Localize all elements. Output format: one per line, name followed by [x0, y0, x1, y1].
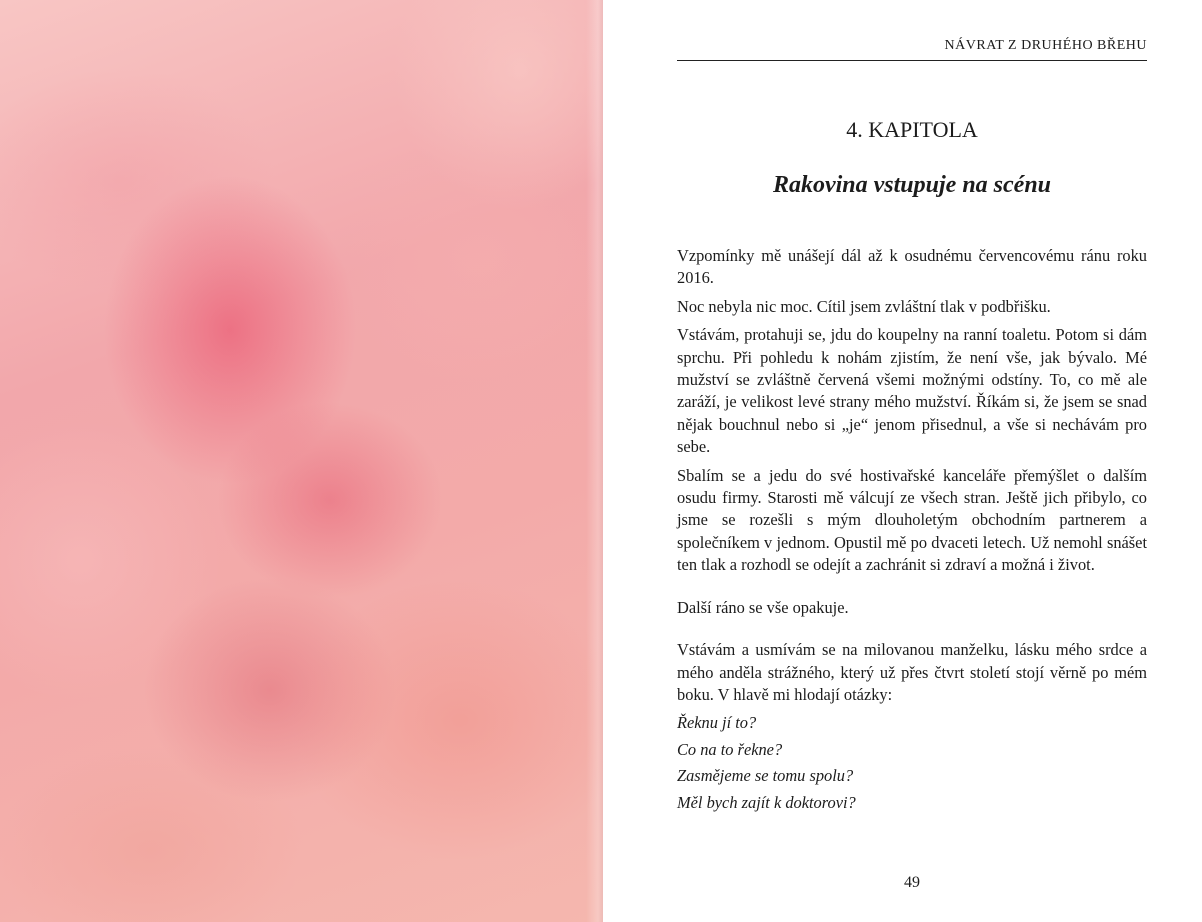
chapter-title: Rakovina vstupuje na scénu: [772, 172, 1052, 198]
page-number: 49: [904, 874, 920, 891]
question-line: Řeknu jí to?: [677, 713, 757, 733]
paragraph: Noc nebyla nic moc. Cítil jsem zvláštní tlak v podbřišku.: [677, 296, 1051, 316]
question-line: Co na to řekne?: [677, 739, 783, 759]
text-page: [603, 0, 1202, 922]
body-text: [677, 245, 1147, 818]
paragraph: Další ráno se vše opakuje.: [677, 597, 849, 617]
chapter-number: 4. KAPITOLA: [846, 117, 978, 142]
question-line: Zasmějeme se tomu spolu?: [677, 766, 854, 786]
paragraph: Vstávám a usmívám se na milovanou manželku, lásku mého srdce a mého anděla strážného, který už přes čtvrt století stojí věrně po mém boku. V hlavě mi hlodají otázky:: [677, 640, 1147, 704]
paragraph: Vstávám, protahuji se, jdu do koupelny na ranní toaletu. Potom si dám sprchu. Při pohledu k nohám zjistím, že není vše, jak bývalo. Mé mužství se zvláštně červená všemi možnými odstíny. To, co mě ale zaráží, je velikost levé strany mého mužství. Říkám si, že jsem se snad nějak bouchnul nebo si „je“ jenom přisednul, a vše si nechávám pro sebe.: [677, 325, 1147, 457]
question-line: Měl bych zajít k doktorovi?: [677, 792, 856, 812]
paragraph: Sbalím se a jedu do své hostivařské kanceláře přemýšlet o dalším osudu firmy. Starosti mě válcují ze všech stran. Ještě jich přibylo, co jsme se rozešli s mým dlouholetým obchodním partnerem a společníkem v jednom. Opustil mě po dvaceti letech. Už nemohl snášet ten tlak a rozhodl se odejít a zachránit si zdraví a možná i život.: [677, 465, 1147, 575]
running-head: NÁVRAT Z DRUHÉHO BŘEHU: [677, 36, 1147, 61]
paragraph: Vzpomínky mě unášejí dál až k osudnému červencovému ránu roku 2016.: [677, 246, 1147, 288]
spine-shadow: [586, 0, 603, 922]
